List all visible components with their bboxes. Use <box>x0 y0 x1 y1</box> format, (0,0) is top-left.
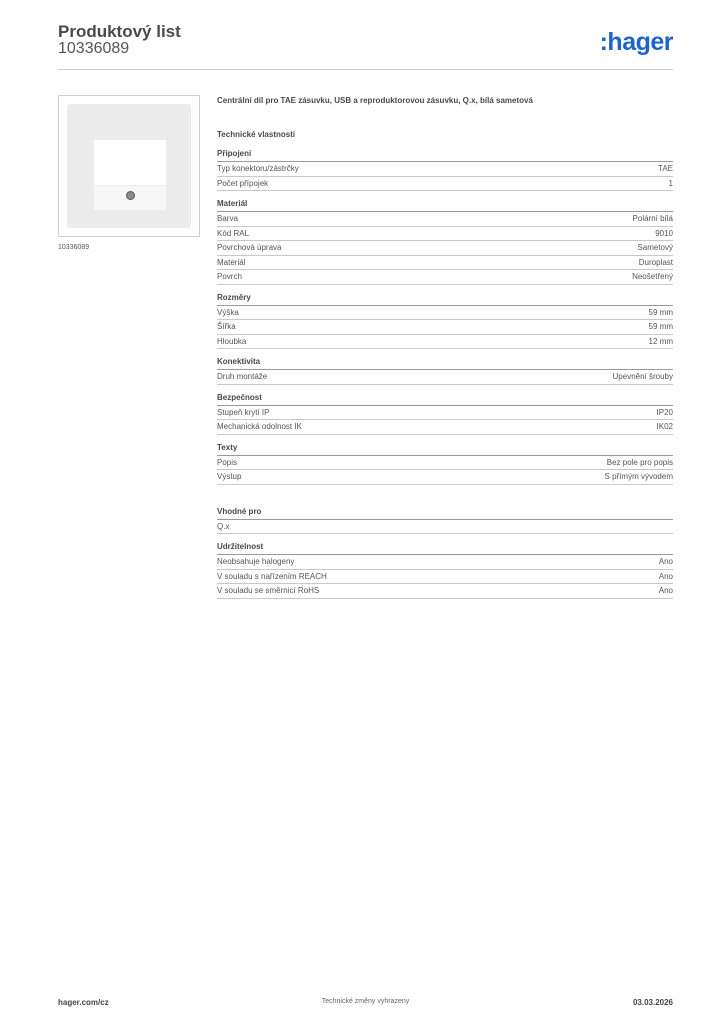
spec-row <box>217 335 673 350</box>
spec-label: Počet přípojek <box>217 178 269 188</box>
spec-group-title: Vhodné pro <box>217 507 673 520</box>
spec-label: Výška <box>217 307 239 317</box>
spec-group-title: Připojení <box>217 149 673 162</box>
spec-label: Mechanická odolnost IK <box>217 422 302 431</box>
spec-group-title: Texty <box>217 443 673 456</box>
hager-logo: :hager <box>599 28 673 56</box>
spec-content <box>217 96 673 599</box>
spec-value: 1 <box>668 178 673 188</box>
spec-value: S přímým vývodem <box>604 472 673 481</box>
spec-value: Ano <box>658 557 673 566</box>
spec-row <box>217 584 673 599</box>
spec-value: Ano <box>658 586 673 595</box>
spec-value: Duroplast <box>638 257 673 267</box>
spec-value: IK02 <box>656 422 673 431</box>
spec-label: Stupeň krytí IP <box>217 407 270 417</box>
spec-row <box>217 177 673 192</box>
spec-row <box>217 456 673 471</box>
page-header <box>58 22 673 70</box>
spec-row <box>217 470 673 485</box>
spec-label: Neobsahuje halogeny <box>217 557 295 566</box>
spec-value: 9010 <box>655 228 673 238</box>
spec-row <box>217 370 673 385</box>
spec-value: Neošetřený <box>632 272 673 281</box>
spec-group <box>217 507 673 535</box>
spec-group <box>217 393 673 435</box>
spec-label: Povrch <box>217 272 242 281</box>
spec-value: 59 mm <box>648 322 673 331</box>
connector-window <box>94 140 166 185</box>
spec-row <box>217 162 673 177</box>
spec-row <box>217 270 673 285</box>
cover-plate <box>67 104 191 228</box>
spec-label: V souladu se směrnicí RoHS <box>217 586 320 595</box>
spec-value: Polární bílá <box>632 214 673 223</box>
product-number: 10336089 <box>58 40 130 57</box>
spec-row <box>217 406 673 421</box>
spec-row <box>217 212 673 227</box>
footer-website[interactable]: hager.com/cz <box>58 998 109 1007</box>
spec-group <box>217 293 673 350</box>
spec-groups <box>217 149 673 599</box>
footer-date: 03.03.2026 <box>632 998 673 1007</box>
spec-row <box>217 570 673 585</box>
spec-group <box>217 542 673 599</box>
image-caption: 10336089 <box>58 244 90 251</box>
spec-group <box>217 199 673 285</box>
spec-group-title: Rozměry <box>217 293 673 306</box>
footer-notice: Technické změny vyhrazeny <box>321 998 410 1005</box>
spec-row <box>217 256 673 271</box>
spec-label: Šířka <box>217 322 236 331</box>
spec-value: Ano <box>658 571 673 581</box>
spec-value: IP20 <box>656 407 673 417</box>
spec-label: Druh montáže <box>217 372 268 381</box>
spec-label: Kód RAL <box>217 228 250 238</box>
page-title: Produktový list <box>58 22 181 41</box>
spec-row <box>217 227 673 242</box>
spec-label: V souladu s nařízením REACH <box>217 571 327 581</box>
spec-group-title: Bezpečnost <box>217 393 673 406</box>
spec-value: Sametový <box>637 243 673 252</box>
product-image <box>58 95 200 237</box>
spec-row <box>217 306 673 321</box>
screw-icon <box>126 191 135 200</box>
spec-label: Typ konektoru/zástrčky <box>217 164 299 173</box>
spec-label: Výstup <box>217 472 242 481</box>
spec-value: 59 mm <box>648 307 673 317</box>
spec-label: Materiál <box>217 257 246 267</box>
spec-label: Barva <box>217 214 238 223</box>
spec-group-title: Udržitelnost <box>217 542 673 555</box>
spec-label: Popis <box>217 457 238 467</box>
spec-row <box>217 555 673 570</box>
spec-row <box>217 320 673 335</box>
spec-group <box>217 149 673 191</box>
spec-row <box>217 420 673 435</box>
section-title: Technické vlastnosti <box>217 130 296 139</box>
spec-group <box>217 443 673 485</box>
spec-value: 12 mm <box>648 336 673 346</box>
spec-row <box>217 520 673 535</box>
spec-label: Q.x <box>217 521 230 531</box>
spec-group-title: Materiál <box>217 199 673 212</box>
spec-value: Upevnění šrouby <box>612 372 673 381</box>
spec-label: Povrchová úprava <box>217 243 282 252</box>
product-description: Centrální díl pro TAE zásuvku, USB a reproduktorovou zásuvku, Q.x, bílá sametová <box>217 96 533 105</box>
spec-label: Hloubka <box>217 336 247 346</box>
spec-value: TAE <box>658 164 673 173</box>
spec-value: Bez pole pro popis <box>606 457 673 467</box>
spec-group-title: Konektivita <box>217 357 673 370</box>
spec-row <box>217 241 673 256</box>
spec-group <box>217 357 673 385</box>
